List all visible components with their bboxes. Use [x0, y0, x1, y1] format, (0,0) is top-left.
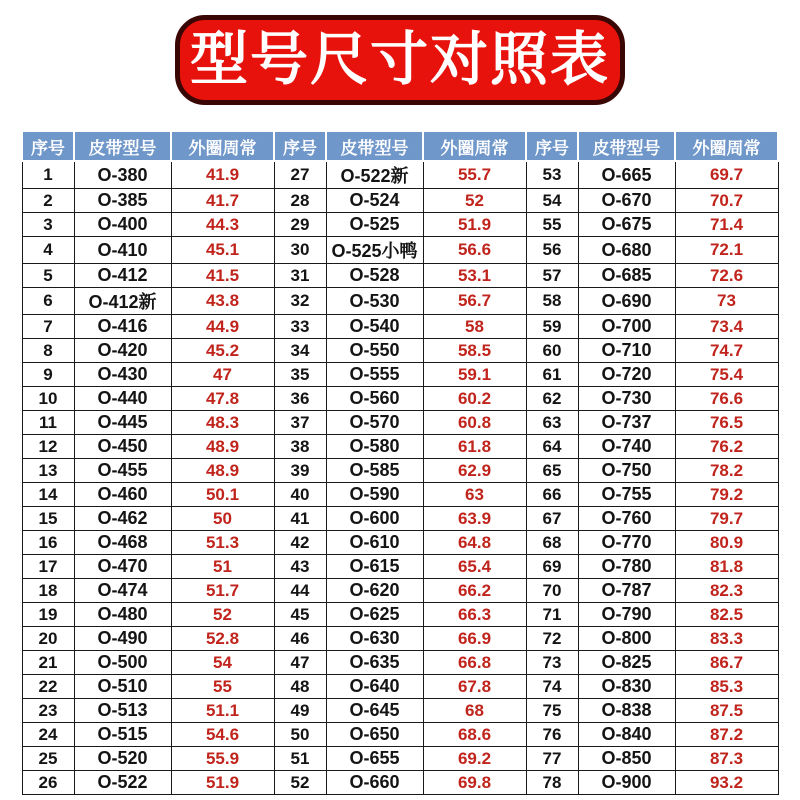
circumference-cell: 79.2	[675, 483, 778, 507]
circumference-cell: 68	[423, 699, 526, 723]
model-cell: O-850	[578, 747, 675, 771]
model-cell: O-620	[326, 579, 423, 603]
circumference-cell: 66.2	[423, 579, 526, 603]
circumference-cell: 48.9	[171, 435, 274, 459]
serial-cell: 37	[274, 411, 326, 435]
column-header: 序号	[22, 131, 74, 161]
serial-cell: 55	[526, 213, 578, 237]
serial-cell: 30	[274, 237, 326, 264]
circumference-cell: 51.7	[171, 579, 274, 603]
model-cell: O-430	[74, 363, 171, 387]
header-row	[22, 131, 778, 161]
column-header: 外圈周常	[171, 131, 274, 161]
serial-cell: 70	[526, 579, 578, 603]
model-cell: O-490	[74, 627, 171, 651]
serial-cell: 77	[526, 747, 578, 771]
model-cell: O-755	[578, 483, 675, 507]
circumference-cell: 61.8	[423, 435, 526, 459]
circumference-cell: 64.8	[423, 531, 526, 555]
model-cell: O-645	[326, 699, 423, 723]
model-cell: O-522新	[326, 161, 423, 189]
circumference-cell: 48.3	[171, 411, 274, 435]
circumference-cell: 56.6	[423, 237, 526, 264]
model-cell: O-550	[326, 339, 423, 363]
circumference-cell: 86.7	[675, 651, 778, 675]
circumference-cell: 73	[675, 288, 778, 315]
circumference-cell: 65.4	[423, 555, 526, 579]
table-row	[22, 603, 778, 627]
circumference-cell: 72.1	[675, 237, 778, 264]
serial-cell: 41	[274, 507, 326, 531]
serial-cell: 53	[526, 161, 578, 189]
model-cell: O-420	[74, 339, 171, 363]
circumference-cell: 41.7	[171, 189, 274, 213]
serial-cell: 3	[22, 213, 74, 237]
table-row	[22, 699, 778, 723]
model-cell: O-670	[578, 189, 675, 213]
circumference-cell: 47.8	[171, 387, 274, 411]
serial-cell: 12	[22, 435, 74, 459]
page-title: 型号尺寸对照表	[175, 15, 625, 105]
serial-cell: 18	[22, 579, 74, 603]
circumference-cell: 41.5	[171, 264, 274, 288]
table-row	[22, 747, 778, 771]
column-header: 皮带型号	[74, 131, 171, 161]
serial-cell: 32	[274, 288, 326, 315]
table-row	[22, 483, 778, 507]
serial-cell: 27	[274, 161, 326, 189]
circumference-cell: 87.5	[675, 699, 778, 723]
circumference-cell: 66.3	[423, 603, 526, 627]
serial-cell: 24	[22, 723, 74, 747]
circumference-cell: 55	[171, 675, 274, 699]
model-cell: O-737	[578, 411, 675, 435]
serial-cell: 34	[274, 339, 326, 363]
column-header: 皮带型号	[326, 131, 423, 161]
serial-cell: 16	[22, 531, 74, 555]
table-row	[22, 387, 778, 411]
table-row	[22, 579, 778, 603]
serial-cell: 78	[526, 771, 578, 795]
circumference-cell: 47	[171, 363, 274, 387]
column-header: 序号	[526, 131, 578, 161]
model-cell: O-720	[578, 363, 675, 387]
circumference-cell: 70.7	[675, 189, 778, 213]
model-cell: O-690	[578, 288, 675, 315]
table-row	[22, 651, 778, 675]
serial-cell: 31	[274, 264, 326, 288]
serial-cell: 56	[526, 237, 578, 264]
circumference-cell: 69.7	[675, 161, 778, 189]
model-cell: O-630	[326, 627, 423, 651]
circumference-cell: 59.1	[423, 363, 526, 387]
circumference-cell: 67.8	[423, 675, 526, 699]
size-comparison-table	[21, 130, 779, 795]
circumference-cell: 55.9	[171, 747, 274, 771]
model-cell: O-380	[74, 161, 171, 189]
table-row	[22, 161, 778, 189]
serial-cell: 15	[22, 507, 74, 531]
circumference-cell: 52	[171, 603, 274, 627]
model-cell: O-590	[326, 483, 423, 507]
circumference-cell: 75.4	[675, 363, 778, 387]
serial-cell: 20	[22, 627, 74, 651]
model-cell: O-570	[326, 411, 423, 435]
model-cell: O-655	[326, 747, 423, 771]
serial-cell: 69	[526, 555, 578, 579]
serial-cell: 26	[22, 771, 74, 795]
model-cell: O-585	[326, 459, 423, 483]
circumference-cell: 74.7	[675, 339, 778, 363]
circumference-cell: 60.8	[423, 411, 526, 435]
serial-cell: 25	[22, 747, 74, 771]
serial-cell: 17	[22, 555, 74, 579]
model-cell: O-412新	[74, 288, 171, 315]
circumference-cell: 63	[423, 483, 526, 507]
model-cell: O-680	[578, 237, 675, 264]
table-row	[22, 288, 778, 315]
circumference-cell: 81.8	[675, 555, 778, 579]
serial-cell: 22	[22, 675, 74, 699]
serial-cell: 43	[274, 555, 326, 579]
serial-cell: 71	[526, 603, 578, 627]
column-header: 序号	[274, 131, 326, 161]
circumference-cell: 76.5	[675, 411, 778, 435]
table-row	[22, 189, 778, 213]
model-cell: O-770	[578, 531, 675, 555]
circumference-cell: 41.9	[171, 161, 274, 189]
model-cell: O-445	[74, 411, 171, 435]
serial-cell: 29	[274, 213, 326, 237]
table-row	[22, 237, 778, 264]
model-cell: O-790	[578, 603, 675, 627]
model-cell: O-385	[74, 189, 171, 213]
circumference-cell: 76.6	[675, 387, 778, 411]
circumference-cell: 51.3	[171, 531, 274, 555]
model-cell: O-410	[74, 237, 171, 264]
circumference-cell: 76.2	[675, 435, 778, 459]
serial-cell: 21	[22, 651, 74, 675]
serial-cell: 59	[526, 315, 578, 339]
table-row	[22, 771, 778, 795]
serial-cell: 75	[526, 699, 578, 723]
serial-cell: 62	[526, 387, 578, 411]
model-cell: O-525	[326, 213, 423, 237]
model-cell: O-540	[326, 315, 423, 339]
serial-cell: 76	[526, 723, 578, 747]
serial-cell: 64	[526, 435, 578, 459]
serial-cell: 35	[274, 363, 326, 387]
circumference-cell: 82.3	[675, 579, 778, 603]
circumference-cell: 56.7	[423, 288, 526, 315]
model-cell: O-530	[326, 288, 423, 315]
serial-cell: 61	[526, 363, 578, 387]
serial-cell: 38	[274, 435, 326, 459]
serial-cell: 40	[274, 483, 326, 507]
serial-cell: 74	[526, 675, 578, 699]
model-cell: O-635	[326, 651, 423, 675]
serial-cell: 72	[526, 627, 578, 651]
model-cell: O-470	[74, 555, 171, 579]
serial-cell: 66	[526, 483, 578, 507]
serial-cell: 4	[22, 237, 74, 264]
model-cell: O-400	[74, 213, 171, 237]
serial-cell: 8	[22, 339, 74, 363]
circumference-cell: 69.2	[423, 747, 526, 771]
circumference-cell: 50	[171, 507, 274, 531]
serial-cell: 33	[274, 315, 326, 339]
model-cell: O-900	[578, 771, 675, 795]
circumference-cell: 82.5	[675, 603, 778, 627]
serial-cell: 36	[274, 387, 326, 411]
circumference-cell: 60.2	[423, 387, 526, 411]
serial-cell: 11	[22, 411, 74, 435]
serial-cell: 28	[274, 189, 326, 213]
table-body	[22, 161, 778, 795]
serial-cell: 49	[274, 699, 326, 723]
serial-cell: 73	[526, 651, 578, 675]
model-cell: O-450	[74, 435, 171, 459]
serial-cell: 23	[22, 699, 74, 723]
serial-cell: 39	[274, 459, 326, 483]
serial-cell: 2	[22, 189, 74, 213]
table-row	[22, 363, 778, 387]
table-row	[22, 675, 778, 699]
circumference-cell: 44.3	[171, 213, 274, 237]
model-cell: O-700	[578, 315, 675, 339]
circumference-cell: 55.7	[423, 161, 526, 189]
model-cell: O-455	[74, 459, 171, 483]
model-cell: O-830	[578, 675, 675, 699]
circumference-cell: 54	[171, 651, 274, 675]
circumference-cell: 79.7	[675, 507, 778, 531]
model-cell: O-787	[578, 579, 675, 603]
circumference-cell: 78.2	[675, 459, 778, 483]
circumference-cell: 52	[423, 189, 526, 213]
serial-cell: 13	[22, 459, 74, 483]
model-cell: O-740	[578, 435, 675, 459]
circumference-cell: 73.4	[675, 315, 778, 339]
model-cell: O-665	[578, 161, 675, 189]
model-cell: O-600	[326, 507, 423, 531]
serial-cell: 1	[22, 161, 74, 189]
circumference-cell: 45.1	[171, 237, 274, 264]
circumference-cell: 58	[423, 315, 526, 339]
model-cell: O-660	[326, 771, 423, 795]
circumference-cell: 58.5	[423, 339, 526, 363]
model-cell: O-528	[326, 264, 423, 288]
model-cell: O-800	[578, 627, 675, 651]
table-row	[22, 213, 778, 237]
model-cell: O-710	[578, 339, 675, 363]
circumference-cell: 87.3	[675, 747, 778, 771]
model-cell: O-650	[326, 723, 423, 747]
serial-cell: 46	[274, 627, 326, 651]
model-cell: O-474	[74, 579, 171, 603]
model-cell: O-685	[578, 264, 675, 288]
table-row	[22, 459, 778, 483]
table-row	[22, 435, 778, 459]
model-cell: O-522	[74, 771, 171, 795]
serial-cell: 48	[274, 675, 326, 699]
table-row	[22, 507, 778, 531]
circumference-cell: 71.4	[675, 213, 778, 237]
serial-cell: 51	[274, 747, 326, 771]
serial-cell: 54	[526, 189, 578, 213]
model-cell: O-560	[326, 387, 423, 411]
circumference-cell: 51.9	[171, 771, 274, 795]
model-cell: O-412	[74, 264, 171, 288]
circumference-cell: 87.2	[675, 723, 778, 747]
table-row	[22, 531, 778, 555]
model-cell: O-780	[578, 555, 675, 579]
serial-cell: 65	[526, 459, 578, 483]
model-cell: O-520	[74, 747, 171, 771]
circumference-cell: 83.3	[675, 627, 778, 651]
circumference-cell: 80.9	[675, 531, 778, 555]
model-cell: O-468	[74, 531, 171, 555]
table-row	[22, 315, 778, 339]
circumference-cell: 51.1	[171, 699, 274, 723]
table-row	[22, 264, 778, 288]
model-cell: O-510	[74, 675, 171, 699]
model-cell: O-555	[326, 363, 423, 387]
model-cell: O-524	[326, 189, 423, 213]
model-cell: O-825	[578, 651, 675, 675]
serial-cell: 44	[274, 579, 326, 603]
serial-cell: 42	[274, 531, 326, 555]
table-row	[22, 411, 778, 435]
table-row	[22, 339, 778, 363]
circumference-cell: 62.9	[423, 459, 526, 483]
model-cell: O-460	[74, 483, 171, 507]
model-cell: O-580	[326, 435, 423, 459]
circumference-cell: 53.1	[423, 264, 526, 288]
serial-cell: 67	[526, 507, 578, 531]
circumference-cell: 66.8	[423, 651, 526, 675]
serial-cell: 5	[22, 264, 74, 288]
circumference-cell: 48.9	[171, 459, 274, 483]
serial-cell: 7	[22, 315, 74, 339]
serial-cell: 57	[526, 264, 578, 288]
model-cell: O-480	[74, 603, 171, 627]
model-cell: O-462	[74, 507, 171, 531]
circumference-cell: 93.2	[675, 771, 778, 795]
serial-cell: 50	[274, 723, 326, 747]
model-cell: O-625	[326, 603, 423, 627]
serial-cell: 9	[22, 363, 74, 387]
circumference-cell: 44.9	[171, 315, 274, 339]
circumference-cell: 52.8	[171, 627, 274, 651]
circumference-cell: 45.2	[171, 339, 274, 363]
circumference-cell: 85.3	[675, 675, 778, 699]
circumference-cell: 43.8	[171, 288, 274, 315]
serial-cell: 68	[526, 531, 578, 555]
table-row	[22, 555, 778, 579]
circumference-cell: 69.8	[423, 771, 526, 795]
model-cell: O-640	[326, 675, 423, 699]
serial-cell: 58	[526, 288, 578, 315]
circumference-cell: 66.9	[423, 627, 526, 651]
model-cell: O-525小鸭	[326, 237, 423, 264]
circumference-cell: 50.1	[171, 483, 274, 507]
serial-cell: 63	[526, 411, 578, 435]
model-cell: O-750	[578, 459, 675, 483]
model-cell: O-416	[74, 315, 171, 339]
serial-cell: 52	[274, 771, 326, 795]
serial-cell: 10	[22, 387, 74, 411]
serial-cell: 6	[22, 288, 74, 315]
circumference-cell: 54.6	[171, 723, 274, 747]
serial-cell: 47	[274, 651, 326, 675]
serial-cell: 19	[22, 603, 74, 627]
column-header: 外圈周常	[423, 131, 526, 161]
model-cell: O-513	[74, 699, 171, 723]
model-cell: O-610	[326, 531, 423, 555]
column-header: 外圈周常	[675, 131, 778, 161]
model-cell: O-840	[578, 723, 675, 747]
table-row	[22, 627, 778, 651]
circumference-cell: 68.6	[423, 723, 526, 747]
model-cell: O-675	[578, 213, 675, 237]
model-cell: O-515	[74, 723, 171, 747]
model-cell: O-500	[74, 651, 171, 675]
model-cell: O-760	[578, 507, 675, 531]
model-cell: O-730	[578, 387, 675, 411]
circumference-cell: 63.9	[423, 507, 526, 531]
column-header: 皮带型号	[578, 131, 675, 161]
circumference-cell: 51	[171, 555, 274, 579]
circumference-cell: 51.9	[423, 213, 526, 237]
serial-cell: 45	[274, 603, 326, 627]
serial-cell: 14	[22, 483, 74, 507]
model-cell: O-440	[74, 387, 171, 411]
circumference-cell: 72.6	[675, 264, 778, 288]
table-row	[22, 723, 778, 747]
model-cell: O-838	[578, 699, 675, 723]
serial-cell: 60	[526, 339, 578, 363]
model-cell: O-615	[326, 555, 423, 579]
